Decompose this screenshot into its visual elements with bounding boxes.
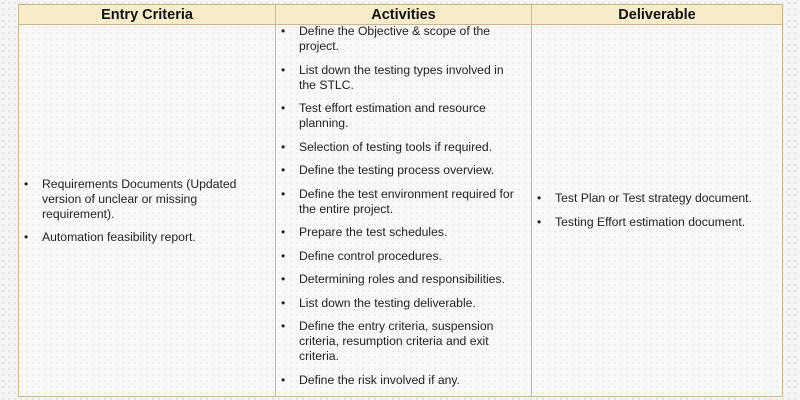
bullet-icon: • [281, 295, 286, 310]
bullet-icon: • [537, 215, 542, 229]
list-item: • Define the entry criteria, suspension criteria, resumption criteria and exit criteria. [281, 319, 494, 363]
list-item: • List down the testing types involved in the STLC. [281, 62, 504, 92]
list-item: • List down the testing deliverable. [281, 295, 476, 310]
list-item: • Test Plan or Test strategy document. [537, 191, 752, 205]
bullet-icon: • [281, 101, 286, 115]
activities-cell [275, 25, 531, 396]
list-item: • Selection of testing tools if required. [281, 139, 493, 154]
list-item: • Automation feasibility report. [24, 229, 196, 244]
list-item: • Requirements Documents (Updated version of unclear or missing requirement). [24, 176, 237, 221]
bullet-icon: • [24, 229, 29, 244]
bullet-icon: • [281, 319, 286, 333]
bullet-icon: • [281, 272, 286, 286]
header-entry-criteria: Entry Criteria [19, 5, 275, 25]
list-item: • Define control procedures. [281, 248, 442, 263]
bullet-icon: • [281, 24, 286, 38]
bullet-icon: • [24, 176, 29, 191]
list-item: • Define the test environment required for the entire project. [281, 186, 514, 216]
bullet-icon: • [281, 225, 286, 239]
bullet-icon: • [537, 191, 542, 205]
bullet-icon: • [281, 163, 286, 177]
list-item: • Define the Objective & scope of the project. [281, 24, 491, 53]
bullet-icon: • [281, 62, 286, 77]
bullet-icon: • [281, 248, 286, 263]
list-item: • Determining roles and responsibilities. [281, 272, 505, 286]
list-item: • Testing Effort estimation document. [537, 215, 746, 229]
header-activities: Activities [275, 5, 531, 25]
header-deliverable: Deliverable [531, 5, 782, 25]
bullet-icon: • [281, 139, 286, 154]
stlc-table [18, 4, 783, 397]
entry-criteria-cell [19, 25, 275, 396]
bullet-icon: • [281, 372, 286, 387]
bullet-icon: • [281, 186, 286, 201]
deliverable-cell [531, 25, 782, 396]
list-item: • Prepare the test schedules. [281, 225, 448, 239]
list-item: • Test effort estimation and resource planning. [281, 101, 486, 130]
list-item: • Define the testing process overview. [281, 163, 495, 177]
list-item: • Define the risk involved if any. [281, 372, 460, 387]
